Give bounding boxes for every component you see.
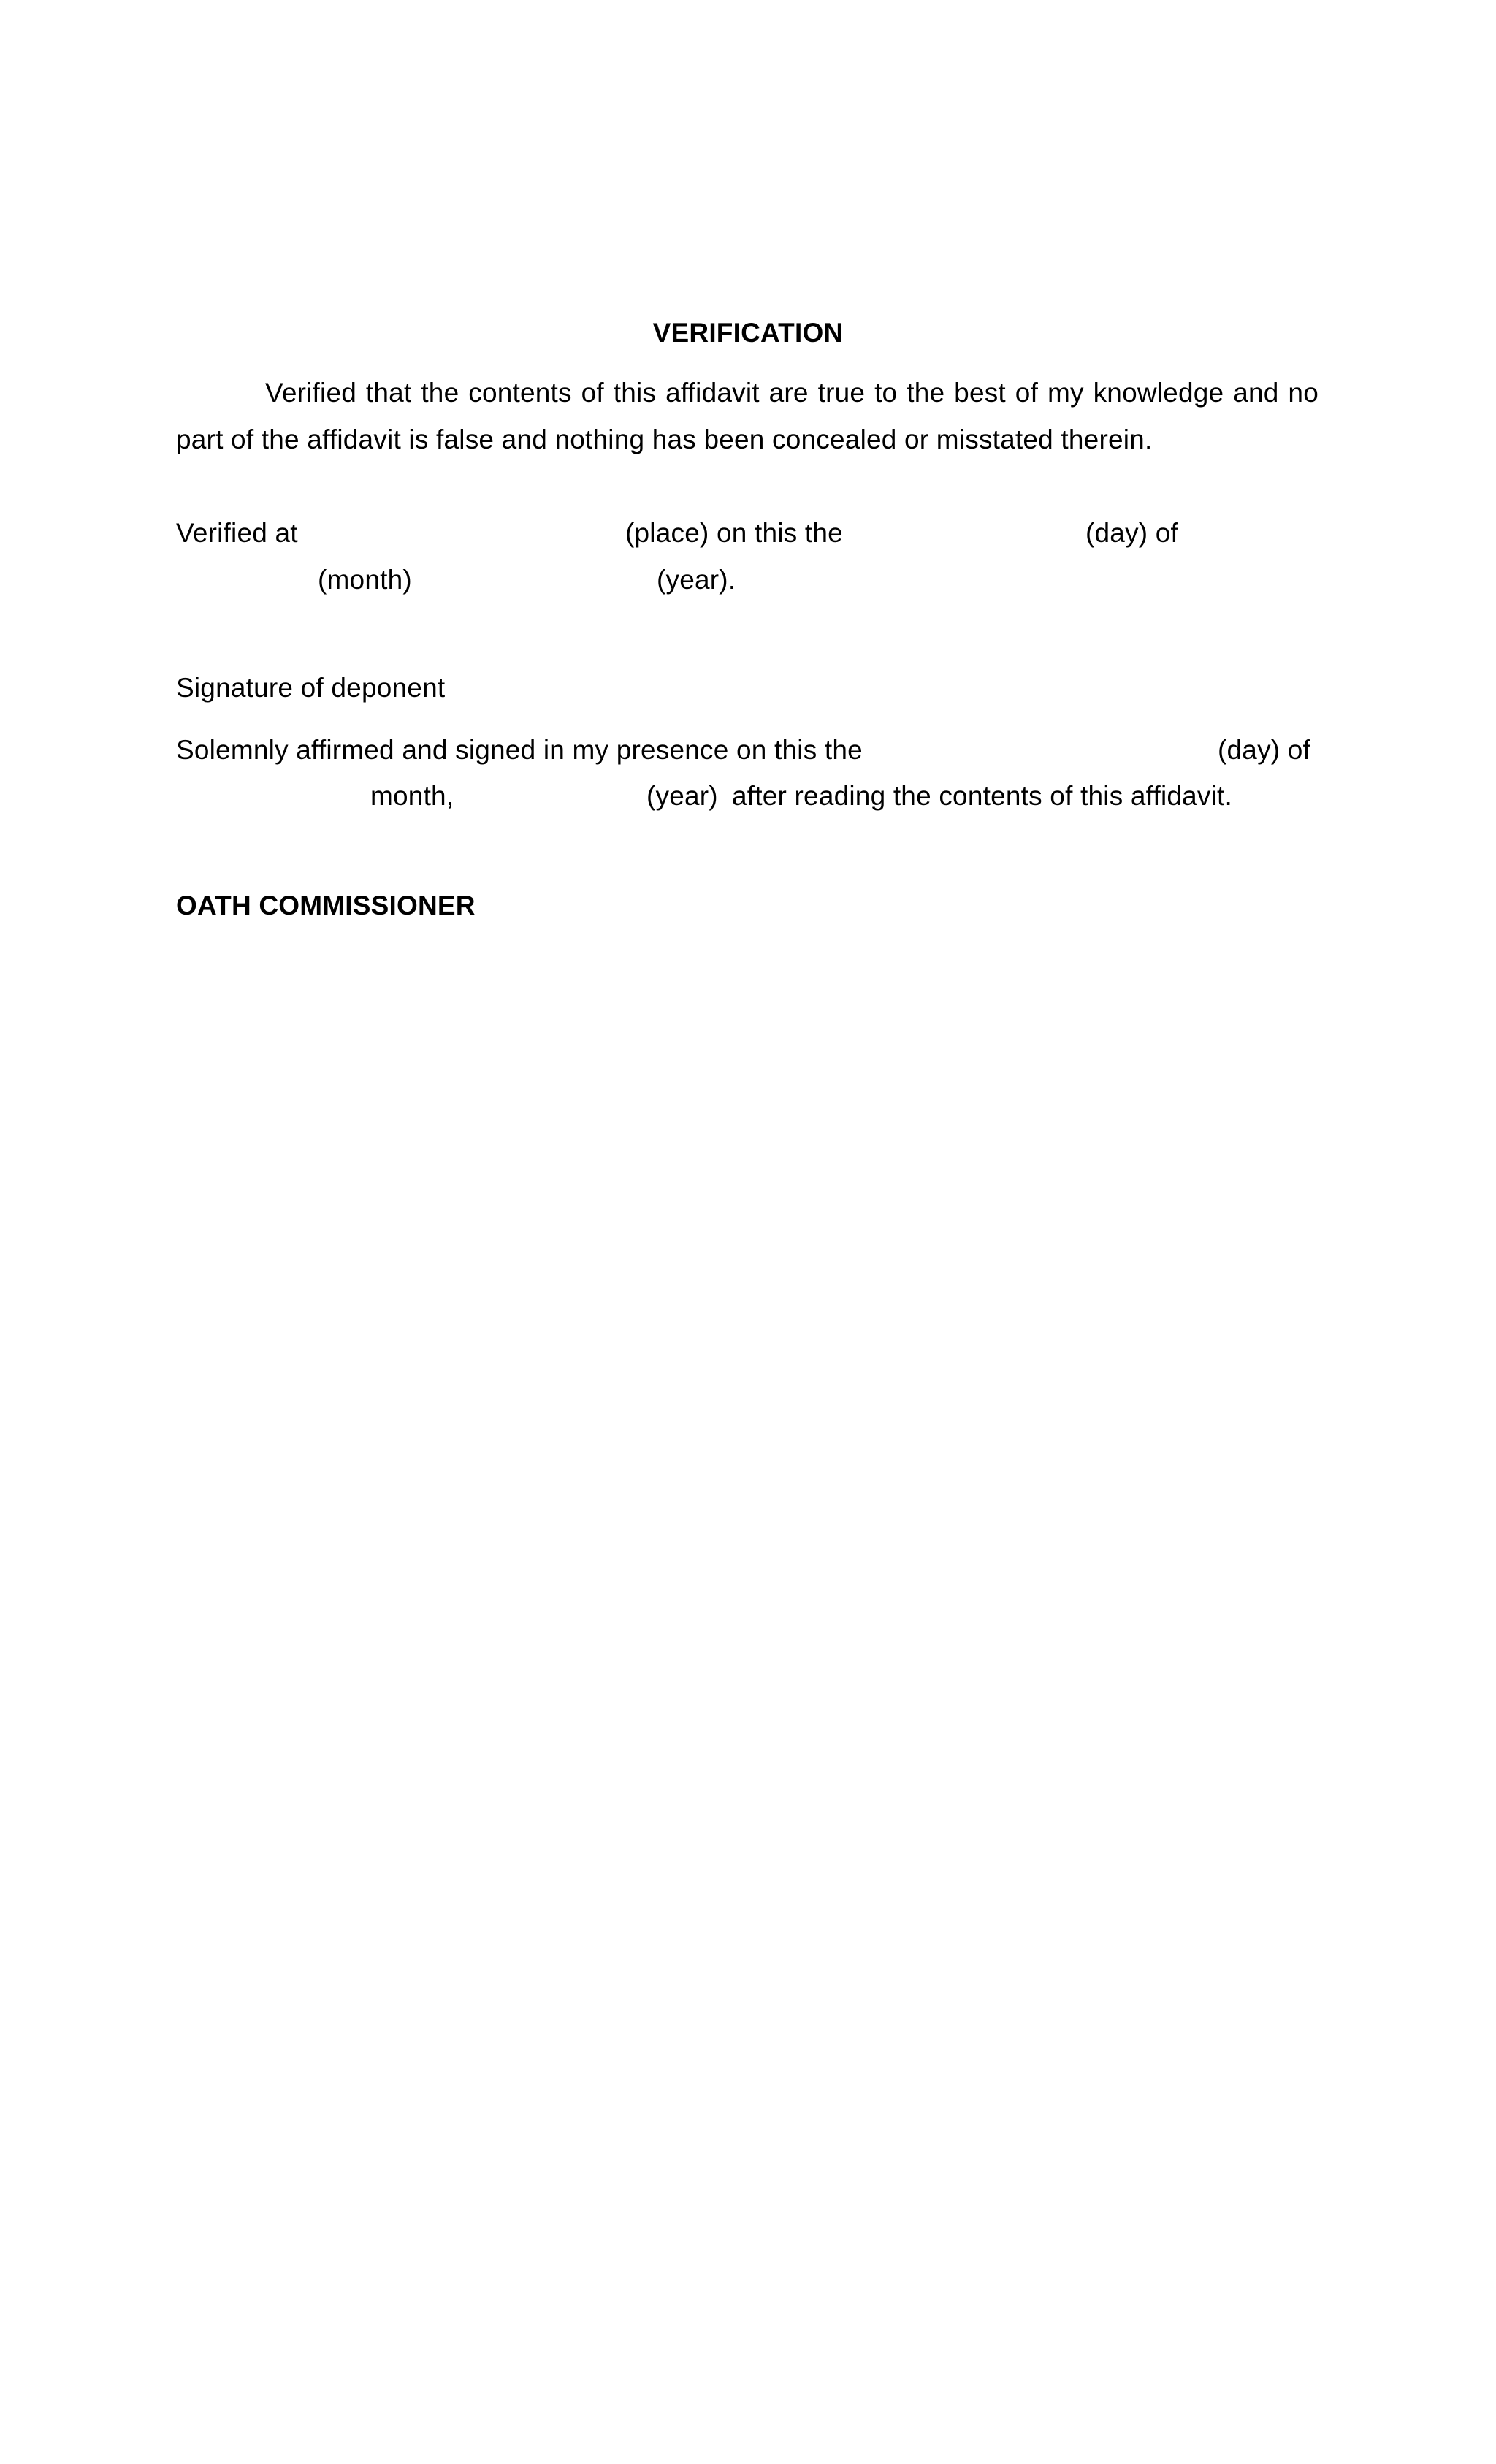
solemnly-after-text: after reading the contents of this affidavit. — [732, 781, 1233, 811]
solemnly-month-label: month, — [370, 781, 454, 811]
verification-heading: VERIFICATION — [652, 318, 844, 348]
solemnly-year-label: (year) — [646, 781, 718, 811]
verification-paragraph-line-2: part of the affidavit is false and nothing has been concealed or misstated therein. — [176, 424, 1153, 454]
signature-of-deponent: Signature of deponent — [176, 673, 446, 703]
solemnly-affirmed-text: Solemnly affirmed and signed in my presence on this the — [176, 735, 863, 765]
verified-place-label: (place) on this the — [625, 518, 843, 548]
verified-at-label: Verified at — [176, 518, 298, 548]
oath-commissioner-label: OATH COMMISSIONER — [176, 890, 476, 920]
verified-year-label: (year). — [657, 565, 736, 595]
verification-paragraph-line-1: Verified that the contents of this affidavit are true to the best of my knowledge and no — [265, 378, 1318, 408]
verified-day-label: (day) of — [1085, 518, 1179, 548]
solemnly-day-label: (day) of — [1218, 735, 1311, 765]
verified-month-label: (month) — [318, 565, 412, 595]
